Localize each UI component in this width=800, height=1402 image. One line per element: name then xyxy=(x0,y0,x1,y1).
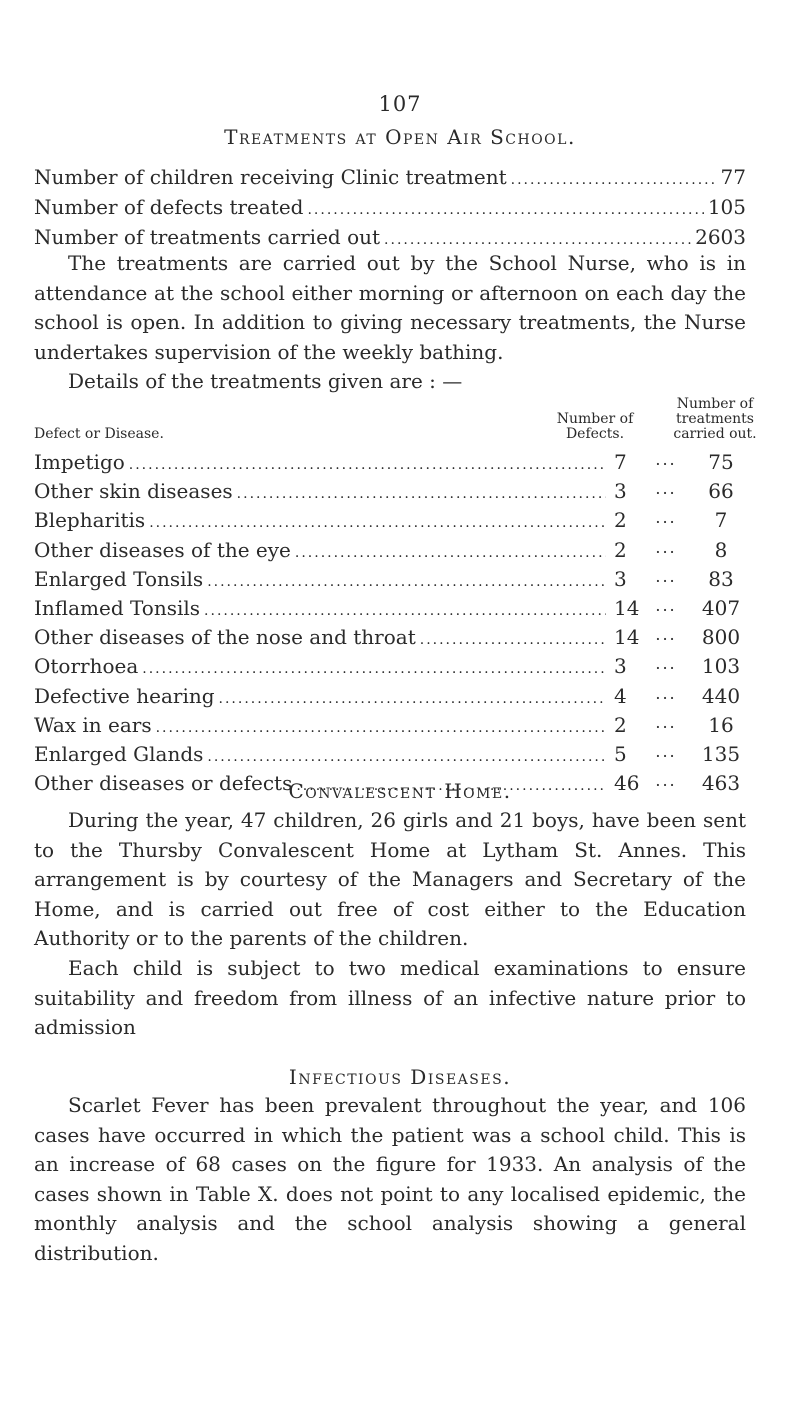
leader-dots xyxy=(204,603,606,619)
row-disease-name: Otorrhoea xyxy=(34,654,139,679)
row-defects-count: 3 xyxy=(614,654,627,679)
table-row xyxy=(34,654,746,680)
row-label-wrap xyxy=(34,684,610,708)
details-intro: Details of the treatments given are : — xyxy=(68,369,463,393)
row-separator: ... xyxy=(655,683,677,703)
leader-dots xyxy=(207,749,606,765)
table-row xyxy=(34,713,746,739)
convalescent-heading: Convalescent Home. xyxy=(288,779,512,803)
row-separator: ... xyxy=(655,625,677,645)
row-defects-count: 3 xyxy=(614,479,627,504)
row-defects-count: 2 xyxy=(614,712,627,737)
table-row xyxy=(34,742,746,768)
row-disease-name: Defective hearing xyxy=(34,683,215,708)
leader-dots xyxy=(142,661,606,677)
leader-dots xyxy=(207,574,606,590)
row-defects-count: 46 xyxy=(614,771,640,796)
row-label-wrap xyxy=(34,713,610,737)
table-row xyxy=(34,684,746,710)
row-defects-count: 7 xyxy=(614,450,627,474)
stat-line-children xyxy=(34,165,746,189)
col-header-defects: Number of Defects. xyxy=(556,411,634,442)
row-defects-count: 4 xyxy=(614,683,627,708)
row-defects-count: 2 xyxy=(614,537,627,562)
row-treatments-count: 440 xyxy=(701,683,741,708)
open-air-paragraph: The treatments are carried out by the School Nurse, who is in attendance at the school either morning or afternoon on each day the school is open. In addition to giving necessary treatments, the Nurse undertakes supervision of the weekly bathing. xyxy=(34,251,746,364)
row-disease-name: Impetigo xyxy=(34,450,125,474)
row-label-wrap xyxy=(34,625,610,649)
row-defects-count: 3 xyxy=(614,566,627,591)
row-separator: ... xyxy=(655,537,677,557)
row-defects-count: 14 xyxy=(614,625,640,650)
row-label-wrap xyxy=(34,742,610,766)
row-separator: ... xyxy=(655,508,677,528)
row-disease-name: Other skin diseases xyxy=(34,479,233,504)
row-treatments-count: 75 xyxy=(708,450,734,474)
table-row xyxy=(34,567,746,593)
row-label-wrap xyxy=(34,596,610,620)
row-defects-count: 5 xyxy=(614,742,627,766)
leader-dots xyxy=(149,515,606,531)
row-label-wrap xyxy=(34,654,610,678)
open-air-heading: Treatments at Open Air School. xyxy=(224,125,576,149)
row-separator: ... xyxy=(655,596,677,615)
stat-label: Number of children receiving Clinic treatment xyxy=(34,165,507,189)
row-disease-name: Blepharitis xyxy=(34,508,146,533)
table-row xyxy=(34,596,746,622)
leader-dots xyxy=(511,172,717,188)
leader-dots xyxy=(237,486,606,502)
row-treatments-count: 463 xyxy=(701,771,741,796)
col-header-defect: Defect or Disease. xyxy=(34,426,164,442)
row-defects-count: 14 xyxy=(614,596,640,620)
leader-dots xyxy=(295,545,606,561)
leader-dots xyxy=(420,632,606,648)
row-treatments-count: 8 xyxy=(714,537,728,562)
row-separator: ... xyxy=(655,479,677,499)
table-row xyxy=(34,450,746,476)
row-disease-name: Other diseases of the nose and throat xyxy=(34,625,416,650)
row-defects-count: 2 xyxy=(614,508,627,533)
stat-line-treatments xyxy=(34,225,746,249)
leader-dots xyxy=(219,691,606,707)
row-treatments-count: 407 xyxy=(701,596,741,620)
row-disease-name: Enlarged Tonsils xyxy=(34,566,204,591)
row-treatments-count: 103 xyxy=(701,654,741,679)
row-treatments-count: 800 xyxy=(701,625,741,650)
row-treatments-count: 66 xyxy=(708,479,734,504)
row-separator: ... xyxy=(655,771,677,791)
row-disease-name: Inflamed Tonsils xyxy=(34,596,201,620)
stat-label: Number of treatments carried out xyxy=(34,225,381,249)
row-disease-name: Enlarged Glands xyxy=(34,742,204,766)
row-treatments-count: 135 xyxy=(701,742,741,766)
table-row xyxy=(34,625,746,651)
leader-dots xyxy=(129,457,606,473)
row-disease-name: Other diseases of the eye xyxy=(34,537,291,562)
infectious-heading: Infectious Diseases. xyxy=(288,1065,512,1089)
table-row xyxy=(34,538,746,564)
row-label-wrap xyxy=(34,479,610,503)
row-treatments-count: 16 xyxy=(708,712,734,737)
infectious-paragraph: Scarlet Fever has been prevalent throughout the year, and 106 cases have occurred in which the patient was a school child. This is an increase of 68 cases on the figure for 1933. An analysis of the cases shown in Table X. does not point to any localised epidemic, the monthly analysis and the school analysis showing a general distribution. xyxy=(34,1093,746,1265)
stat-label: Number of defects treated xyxy=(34,195,304,219)
page-number: 107 xyxy=(378,92,422,116)
leader-dots xyxy=(156,720,606,736)
row-separator: ... xyxy=(655,712,677,732)
row-separator: ... xyxy=(655,450,677,469)
row-label-wrap xyxy=(34,538,610,562)
stat-value: 77 xyxy=(720,165,746,189)
convalescent-paragraph-2: Each child is subject to two medical examinations to ensure suitability and freedom from illness of an infective nature prior to admission xyxy=(34,956,746,1039)
row-treatments-count: 7 xyxy=(714,508,728,533)
row-disease-name: Wax in ears xyxy=(34,712,152,737)
row-separator: ... xyxy=(655,742,677,761)
row-disease-name: Other diseases or defects xyxy=(34,771,293,796)
table-row xyxy=(34,508,746,534)
table-row xyxy=(34,479,746,505)
row-label-wrap xyxy=(34,508,610,532)
stat-value: 2603 xyxy=(695,225,746,249)
row-label-wrap xyxy=(34,450,610,474)
leader-dots xyxy=(307,202,703,218)
leader-dots xyxy=(384,232,691,248)
row-label-wrap xyxy=(34,567,610,591)
row-treatments-count: 83 xyxy=(708,566,734,591)
row-separator: ... xyxy=(655,654,677,674)
col-header-treatments: Number of treatments carried out. xyxy=(673,396,757,442)
convalescent-paragraph-1: During the year, 47 children, 26 girls and 21 boys, have been sent to the Thursby Convalescent Home at Lytham St. Annes. This arrangement is by courtesy of the Managers and Secretary of the Home, and is carried out free of cost either to the Education Authority or to the parents of the children. xyxy=(34,808,746,950)
stat-value: 105 xyxy=(707,195,746,219)
stat-line-defects xyxy=(34,195,746,219)
row-separator: ... xyxy=(655,566,677,586)
